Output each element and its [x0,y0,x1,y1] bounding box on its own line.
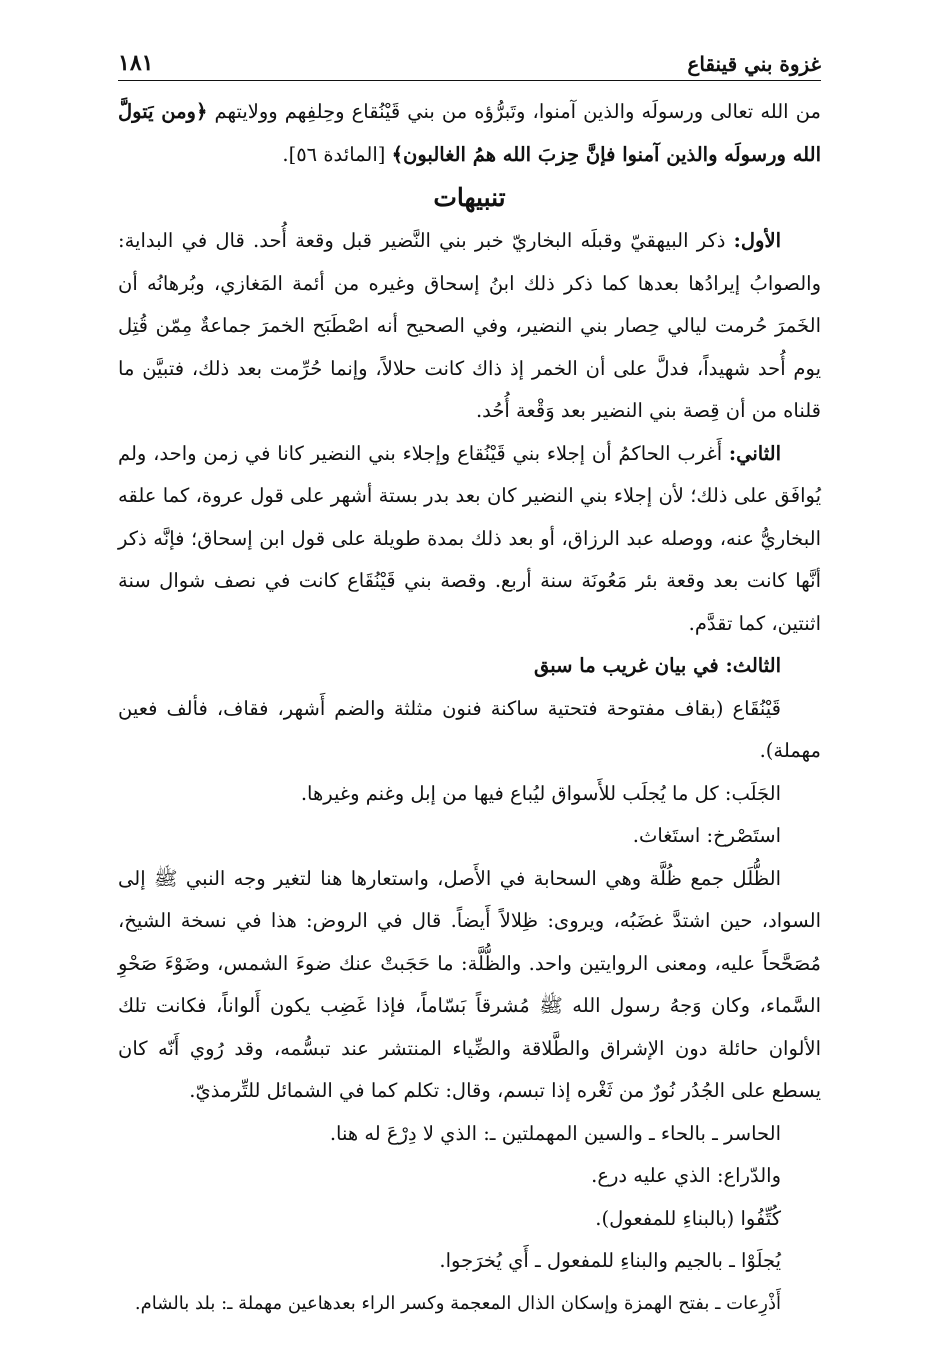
note-text: في بيان غريب ما سبق [534,654,726,677]
note-text: ذكر البيهقيّ وقبلَه البخاريّ خبر بني النَّضير قبل وقعة أُحد. قال في البداية: والصوابُ إيرادُها بعدها كما ذكر ذلك ابنُ إسحاق وغيره من أئمة المَغازي، وبُرهانُه أن الخَمرَ حُرمت ليالي حِصار بني النضير، وفي الصحيح أنه اصْطَبَح الخمرَ جماعةٌ مِمّن قُتِل يوم أُحد شهيداً، فدلَّ على أن الخمر إذ ذاك كانت حلالاً، وإنما حُرِّمت بعد ذلك، فتبيَّن ما قلناه من أن قِصة بني النضير بعد وَقْعة أُحُد. [118,229,821,422]
running-title: غزوة بني قينقاع [687,52,821,76]
page-header [118,50,821,81]
quran-verse: ﴿ومن يَتولَّ الله ورسولَه والذين آمنوا فإنَّ حِزبَ الله همُ الغالبون﴾ [118,100,821,166]
gloss-jalab: الجَلَب: كل ما يُجلَب للأَسواق ليُباع فيها من إبل وغنم وغيرها. [300,781,781,805]
note-third [118,645,821,688]
section-title: تنبيهات [433,183,506,212]
verse-reference: [المائدة ٥٦]. [282,142,392,166]
gloss-hasir: الحاسر ـ بالحاء ـ والسين المهملتين ـ: الذي لا دِرْعَ له هنا. [329,1121,781,1145]
note-label: الثالث: [725,654,781,677]
gloss-qaynuqa: قَيْنُقَاع (بقاف مفتوحة فتحتية ساكنة فنون مثلثة والضم أَشهر، فقاف، فألف فعين مهملة). [118,696,821,762]
note-second [118,433,821,646]
intro-text: من الله تعالى ورسولَه والذين آمنوا، وتَبرُّؤه من بني قَيْنُقاع وحِلفِهم وولايتهم [207,100,821,123]
gloss-darra: والدّراع: الذي عليه درع. [591,1164,781,1187]
gloss-istasrakh: استَصْرخ: استَغاث. [632,824,781,847]
gloss-yujlaw: يُجلَوْا ـ بالجيم والبناءِ للمفعول ـ أَي يُخرَجوا. [439,1249,781,1272]
note-first [118,220,821,433]
gloss-kuttifu: كُتِّفُوا (بالبناءِ للمفعول). [595,1206,781,1230]
intro-paragraph [118,91,821,176]
note-label: الأول: [733,229,781,252]
note-text: أَغرب الحاكمُ أن إجلاء بني قَيْنُقاع وإجلاء بني النضير كانا في زمن واحد، ولم يُوافَق على ذلك؛ لأن إجلاء بني النضير كان بعد بدر بستة أشهر على قول عروة، كما علقه البخاريُّ عنه، ووصله عبد الرزاق، أو بعد ذلك بمدة طويلة على قول ابن إسحاق؛ فإنَّه ذكر أنَّها كانت بعد وقعة بئر مَعُونَة سنة أربع. وقصة بني قَيْنُقَاع كانت في نصف شوال سنة اثنتين، كما تقدَّم. [118,441,821,635]
gloss-adhriat: أَذْرِعات ـ بفتح الهمزة وإسكان الذال المعجمة وكسر الراء بعدهاعين مهملة ـ: بلد بالشام. [134,1292,781,1314]
gloss-zulal: الظُّلَل جمع ظُلَّة وهي السحابة في الأَصل، واستعارها هنا لتغير وجه النبي ﷺ إلى السواد، حين اشتدَّ غضَبُه، ويروى: ظِلالاً أَيضاً. قال في الروض: هذا في نسخة الشيخ، مُصَحَّحاً عليه، ومعنى الروايتين واحد. والظُّلَّة: ما حَجَبتْ عنك ضوءَ الشمس، وضَوْءَ صَحْوِ السَّماء، وكان وَجهُ رسول الله ﷺ مُشرقاً بَسّاماً، فإذا غَضِب يكون أَلواناً، فكانت تلك الألوان حائلة دون الإشراق والطَّلاقة والضِّياء المنتشر عند تبسُّمه، وقد رُوي أَنّه كان يسطع على الجُدُر نُورٌ من ثَغْره إذا تبسم، وقال: تكلم كما في الشمائل للتِّرمذيّ. [118,866,821,1102]
note-label: الثاني: [728,441,781,465]
page-number: ١٨١ [118,50,154,76]
